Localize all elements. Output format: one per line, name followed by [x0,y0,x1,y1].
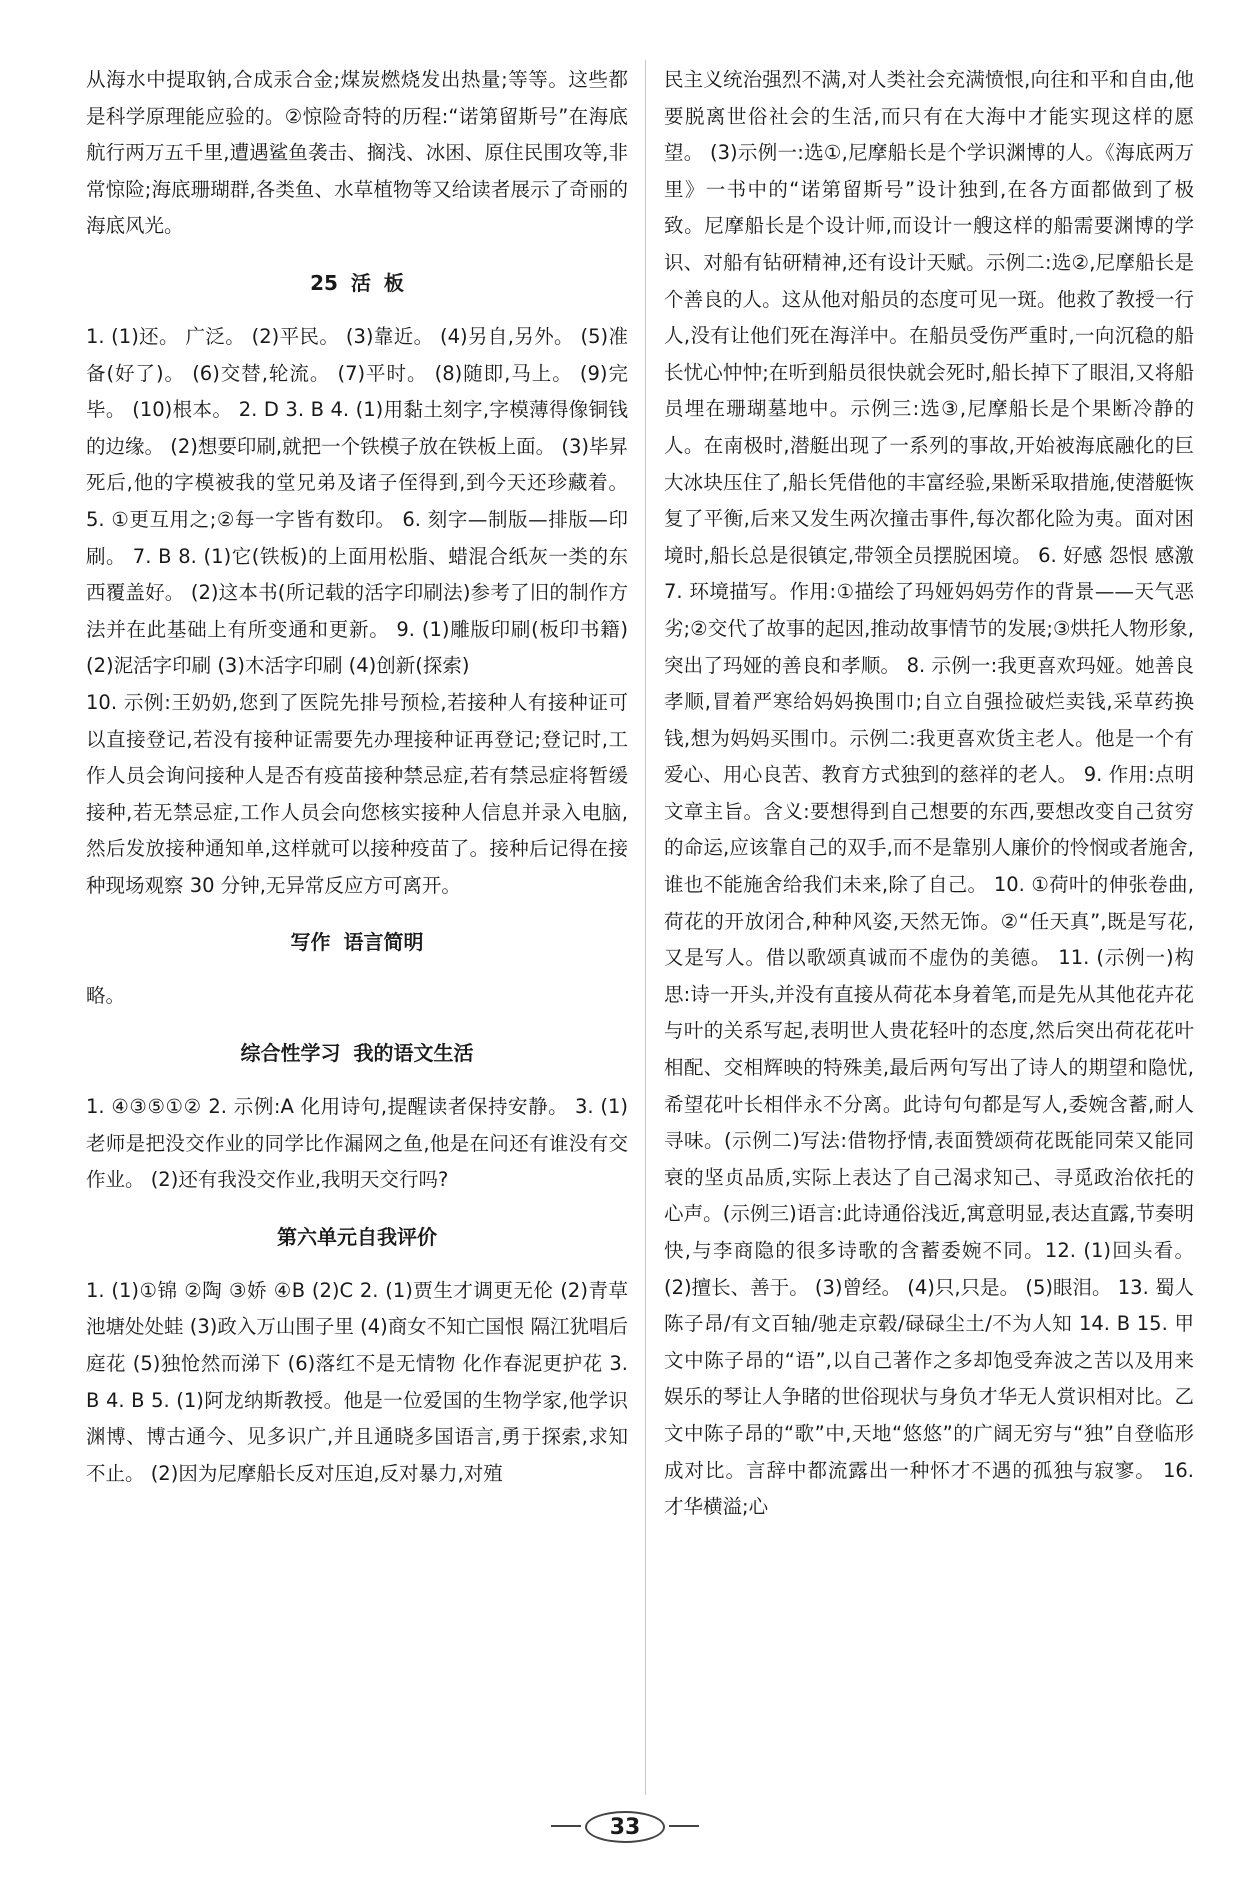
page-number-badge [585,1805,665,1849]
answer-paragraph: 略。 [86,984,126,1008]
answer-paragraph: 民主义统治强烈不满,对人类社会充满愤恨,向往和平和自由,他要脱离世俗社会的生活,而只有在大海中才能实现这样的愿望。 (3)示例一:选①,尼摩船长是个学识渊博的人。《海底两万里》一书中的“诺第留斯号”设计独到,在各方面都做到了极致。尼摩船长是个设计师,而设计一艘这样的船需要渊博的学识、对船有钻研精神,还有设计天赋。示例二:选②,尼摩船长是个善良的人。这从他对船员的态度可见一斑。他救了教授一行人,没有让他们死在海洋中。在船员受伤严重时,一向沉稳的船长忧心忡忡;在听到船员很快就会死时,船长掉下了眼泪,又将船员埋在珊瑚墓地中。示例三:选③,尼摩船长是个果断冷静的人。在南极时,潜艇出现了一系列的事故,开始被海底融化的巨大冰块压住了,船长凭借他的丰富经验,果断采取措施,使潜艇恢复了平衡,后来又发生两次撞击事件,每次都化险为夷。面对困境时,船长总是很镇定,带领全员摆脱困境。 6. 好感 怨恨 感激 7. 环境描写。作用:①描绘了玛娅妈妈劳作的背景——天气恶劣;②交代了故事的起因,推动故事情节的发展;③烘托人物形象,突出了玛娅的善良和孝顺。 8. 示例一:我更喜欢玛娅。她善良孝顺,冒着严寒给妈妈换围巾;自立自强捡破烂卖钱,采草药换钱,想为妈妈买围巾。示例二:我更喜欢货主老人。他是一个有爱心、用心良苦、教育方式独到的慈祥的老人。 9. 作用:点明文章主旨。含义:要想得到自己想要的东西,要想改变自己贫穷的命运,应该靠自己的双手,而不是靠别人廉价的怜悯或者施舍,谁也不能施舍给我们未来,除了自己。 10. ①荷叶的伸张卷曲,荷花的开放闭合,种种风姿,天然无饰。②“任天真”,既是写花,又是写人。借以歌颂真诚而不虚伪的美德。 11. (示例一)构思:诗一开头,并没有直接从荷花本身着笔,而是先从其他花卉花与叶的关系写起,表明世人贵花轻叶的态度,然后突出荷花花叶相配、交相辉映的特殊美,最后两句写出了诗人的期望和隐忧,希望花叶长相伴永不分离。此诗句句都是写人,委婉含蓄,耐人寻味。(示例二)写法:借物抒情,表面赞颂荷花既能同荣又能同衰的坚贞品质,实际上表达了自己渴求知己、寻觅政治依托的心声。(示例三)语言:此诗通俗浅近,寓意明显,表达直露,节奏明快,与李商隐的很多诗歌的含蓄委婉不同。12. (1)回头看。 (2)擅长、善于。 (3)曾经。 (4)只,只是。 (5)眼泪。 13. 蜀人陈子昂/有文百轴/驰走京毂/碌碌尘土/不为人知 14. B 15. 甲文中陈子昂的“语”,以自己著作之多却饱受奔波之苦以及用来娱乐的琴让人争睹的世俗现状与身负才华无人赏识相对比。乙文中陈子昂的“歌”中,天地“悠悠”的广阔无穷与“独”自登临形成对比。言辞中都流露出一种怀才不遇的孤独与寂寥。 16. 才华横溢;心 [664,68,1194,1519]
page-number: 33 [609,1814,641,1840]
right-column [664,62,1194,1526]
answer-paragraph: 1. ④③⑤①② 2. 示例:A 化用诗句,提醒读者保持安静。 3. (1)老师是把没交作业的同学比作漏网之鱼,他是在问还有谁没有交作业。 (2)还有我没交作业,我明天交行吗? [86,1095,628,1192]
left-column [86,62,628,1492]
answer-paragraph: 1. (1)还。 广泛。 (2)平民。 (3)靠近。 (4)另自,另外。 (5)准备(好了)。 (6)交替,轮流。 (7)平时。 (8)随即,马上。 (9)完毕。 (10)根本。 2. D 3. B 4. (1)用黏土刻字,字模薄得像铜钱的边缘。 (2)想要印刷,就把一个铁模子放在铁板上面。 (3)毕昇死后,他的字模被我的堂兄弟及诸子侄得到,到今天还珍藏着。 5. ①更互用之;②每一字皆有数印。 6. 刻字—制版—排版—印刷。 7. B 8. (1)它(铁板)的上面用松脂、蜡混合纸灰一类的东西覆盖好。 (2)这本书(所记载的活字印刷法)参考了旧的制作方法并在此基础上有所变通和更新。 9. (1)雕版印刷(板印书籍) (2)泥活字印刷 (3)木活字印刷 (4)创新(探索) [86,324,628,678]
intro-paragraph: 从海水中提取钠,合成汞合金;煤炭燃烧发出热量;等等。这些都是科学原理能应验的。②惊险奇特的历程:“诺第留斯号”在海底航行两万五千里,遭遇鲨鱼袭击、搁浅、冰困、原住民围攻等,非常惊险;海底珊瑚群,各类鱼、水草植物等又给读者展示了奇丽的海底风光。 [86,68,628,238]
section-title-huoban: 25 活 板 [310,270,404,295]
section-title-comprehensive: 综合性学习 我的语文生活 [240,1041,474,1066]
section-title-writing: 写作 语言简明 [290,930,424,955]
answer-paragraph: 10. 示例:王奶奶,您到了医院先排号预检,若接种人有接种证可以直接登记,若没有接种证需要先办理接种证再登记;登记时,工作人员会询问接种人是否有疫苗接种禁忌症,若有禁忌症将暂缓接种,若无禁忌症,工作人员会向您核实接种人信息并录入电脑,然后发放接种通知单,这样就可以接种疫苗了。接种后记得在接种现场观察 30 分钟,无异常反应方可离开。 [86,690,628,897]
answer-paragraph: 1. (1)①锦 ②陶 ③娇 ④B (2)C 2. (1)贾生才调更无伦 (2)青草池塘处处蛙 (3)政入万山围子里 (4)商女不知亡国恨 隔江犹唱后庭花 (5)独怆然而涕下 (6)落红不是无情物 化作春泥更护花 3. B 4. B 5. (1)阿龙纳斯教授。他是一位爱国的生物学家,他学识渊博、博古通今、见多识广,并且通晓多国语言,勇于探索,求知不止。 (2)因为尼摩船长反对压迫,反对暴力,对殖 [86,1278,628,1485]
column-divider [645,60,646,1795]
section-title-unit6: 第六单元自我评价 [277,1224,437,1249]
